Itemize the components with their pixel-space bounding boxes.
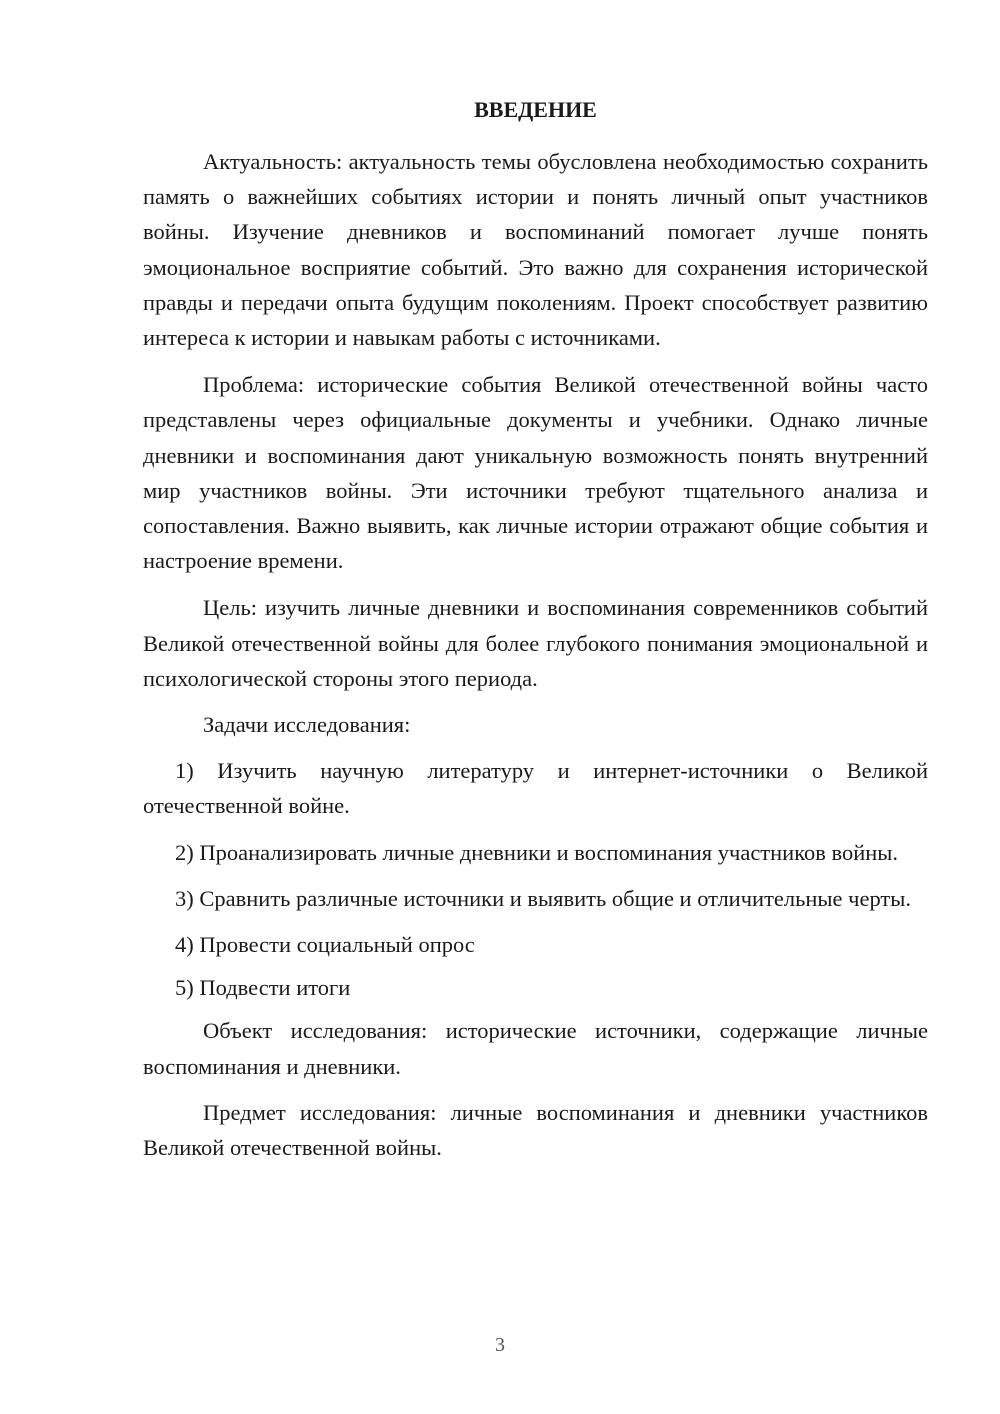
task-item-4: 4) Провести социальный опрос (175, 932, 475, 958)
goal-paragraph: Цель: изучить личные дневники и воспоминания современников событий Великой отечественной войны для более глубокого понимания эмоциональной и психологической стороны этого периода. (143, 595, 928, 691)
tasks-heading: Задачи исследования: (203, 712, 411, 738)
research-object-paragraph: Объект исследования: исторические источники, содержащие личные воспоминания и дневники. (143, 1018, 928, 1079)
task-item-3: 3) Сравнить различные источники и выявить общие и отличительные черты. (175, 885, 911, 911)
problem-paragraph: Проблема: исторические события Великой отечественной войны часто представлены через официальные документы и учебники. Однако личные дневники и воспоминания дают уникальную возможность понять внутренний мир участников войны. Эти источники требуют тщательного анализа и сопоставления. Важно выявить, как личные истории отражают общие события и настроение времени. (143, 372, 928, 574)
relevance-paragraph: Актуальность: актуальность темы обусловлена необходимостью сохранить память о важнейших событиях истории и понять личный опыт участников войны. Изучение дневников и воспоминаний помогает лучше понять эмоциональное восприятие событий. Это важно для сохранения исторической правды и передачи опыта будущим поколениям. Проект способствует развитию интереса к истории и навыкам работы с источниками. (143, 149, 928, 351)
research-subject-paragraph: Предмет исследования: личные воспоминания и дневники участников Великой отечественной войны. (143, 1099, 928, 1161)
page-title: ВВЕДЕНИЕ (474, 97, 597, 122)
task-item-1: 1) Изучить научную литературу и интернет-источники о Великой отечественной войне. (143, 758, 928, 819)
document-page (143, 96, 928, 1165)
task-item-5: 5) Подвести итоги (175, 975, 351, 1001)
page-number: 3 (495, 1334, 505, 1356)
task-item-2: 2) Проанализировать личные дневники и воспоминания участников войны. (175, 839, 899, 865)
